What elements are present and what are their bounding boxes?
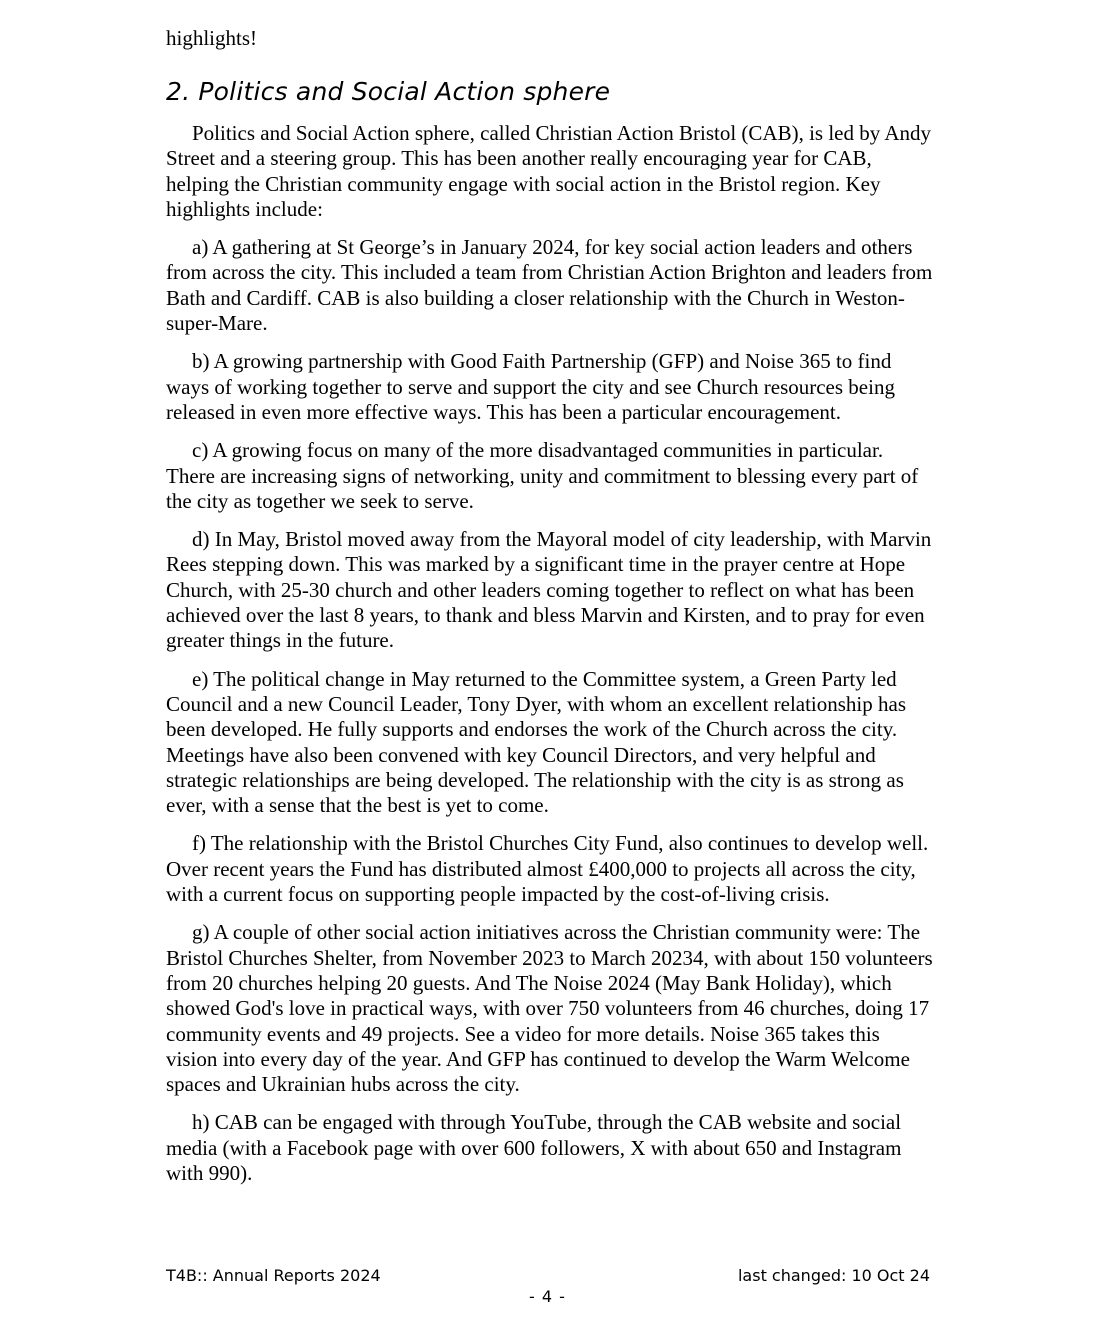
highlight-paragraph-e: e) The political change in May returned to the Committee system, a Green Party led Council and a new Council Leader, Tony Dyer, with whom an excellent relationship has been developed. He fully supports and endorses the work of the Church across the city. Meetings have also been convened with key Council Directors, and very helpful and strategic relationships are being developed. The relationship with the city is as strong as ever, with a sense that the best is yet to come. [166,666,907,818]
highlight-paragraph-c: c) A growing focus on many of the more disadvantaged communities in particular. There are increasing signs of networking, unity and commitment to blessing every part of the city as together we seek to serve. [166,438,919,513]
highlight-paragraph-a: a) A gathering at St George’s in January 2024, for key social action leaders and others from across the city. This included a team from Christian Action Brighton and leaders from Bath and Cardiff. CAB is also building a closer relationship with the Church in Weston-super-Mare. [166,235,933,336]
highlight-paragraph-h: h) CAB can be engaged with through YouTube, through the CAB website and social media (with a Facebook page with over 600 followers, X with about 650 and Instagram with 990). [166,1110,902,1185]
intro-paragraph: Politics and Social Action sphere, called Christian Action Bristol (CAB), is led by Andy Street and a steering group. This has been another really encouraging year for CAB, helping the Christian community engage with social action in the Bristol region. Key highlights include: [166,121,932,221]
highlight-paragraph-d: d) In May, Bristol moved away from the Mayoral model of city leadership, with Marvin Rees stepping down. This was marked by a significant time in the prayer centre at Hope Church, with 25-30 church and other leaders coming together to reflect on what has been achieved over the last 8 years, to thank and bless Marvin and Kirsten, and to pray for even greater things in the future. [166,527,932,653]
highlight-paragraph-f: f) The relationship with the Bristol Churches City Fund, also continues to develop well. Over recent years the Fund has distributed almost £400,000 to projects all across the city, with a current focus on supporting people impacted by the cost-of-living crisis. [166,831,929,907]
page-number: - 4 - [529,1287,566,1306]
section-heading: 2. Politics and Social Action sphere [166,77,611,106]
footer-document-title: T4B:: Annual Reports 2024 [166,1266,381,1285]
section-body [166,121,936,1199]
highlight-paragraph-g: g) A couple of other social action initiatives across the Christian community were: The Bristol Churches Shelter, from November 2023 to March 20234, with about 150 volunteers from 20 churches helping 20 guests. And The Noise 2024 (May Bank Holiday), which showed God's love in practical ways, with over 750 volunteers from 46 churches, doing 17 community events and 49 projects. See a video for more details. Noise 365 takes this vision into every day of the year. And GFP has continued to develop the Warm Welcome spaces and Ukrainian hubs across the city. [166,920,933,1097]
footer-last-changed: last changed: 10 Oct 24 [737,1266,930,1285]
continued-text: highlights! [166,26,258,50]
highlight-paragraph-b: b) A growing partnership with Good Faith Partnership (GFP) and Noise 365 to find ways of working together to serve and support the city and see Church resources being released in even more effective ways. This has been a particular encouragement. [166,349,895,424]
